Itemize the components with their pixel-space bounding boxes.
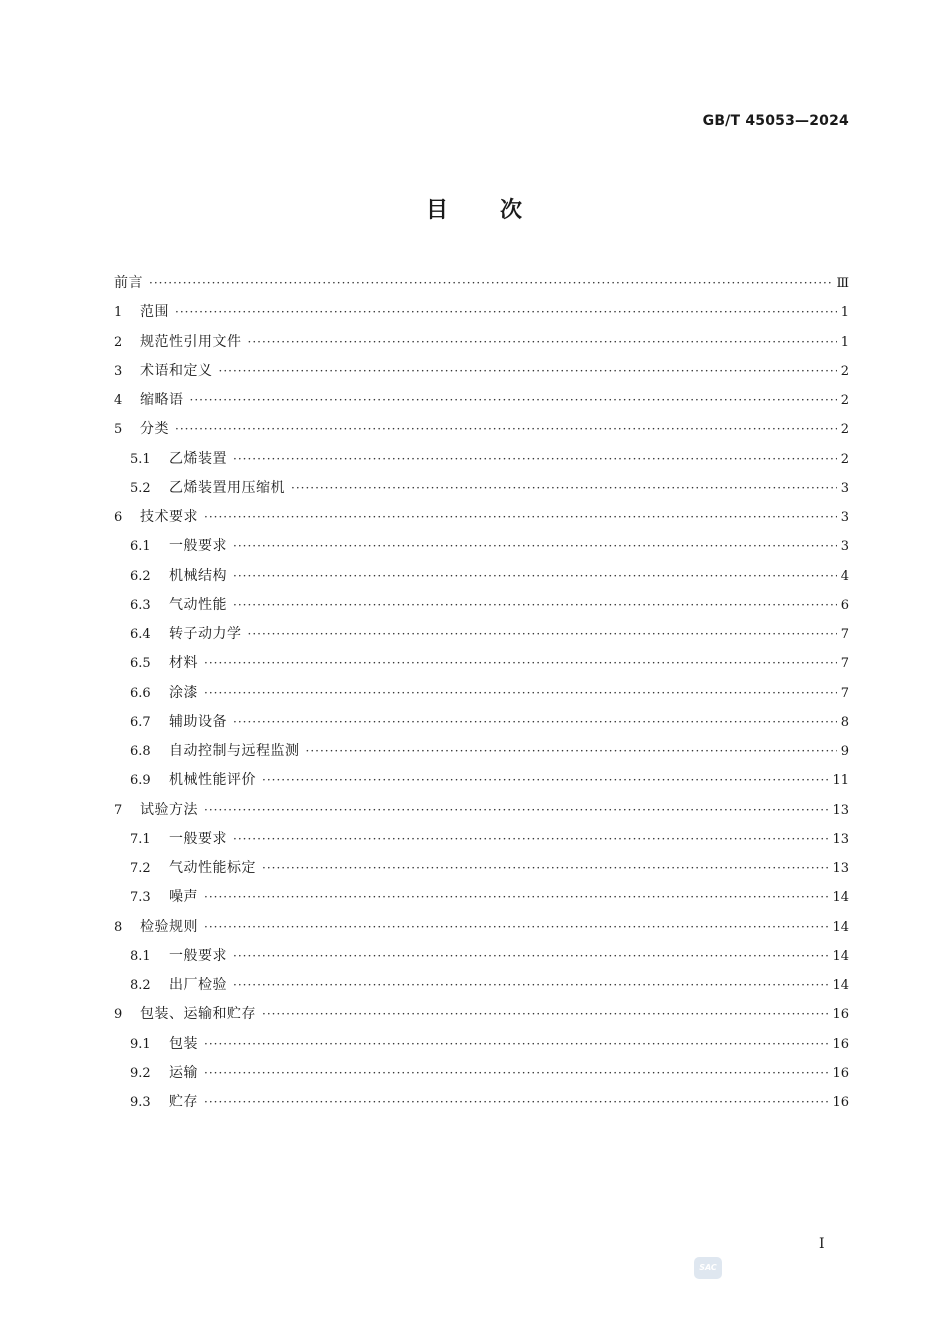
toc-entry[interactable]	[114, 269, 849, 298]
toc-entry-page: 2	[840, 451, 849, 467]
toc-entry-number: 6	[114, 510, 123, 525]
toc-entry-label: 分类	[140, 421, 169, 438]
toc-entry-page: 3	[840, 480, 849, 496]
toc-leader-dots	[149, 269, 832, 298]
toc-entry-page: 3	[840, 539, 849, 555]
toc-entry-number: 8	[114, 919, 123, 935]
toc-entry-number: 6.8	[130, 744, 151, 759]
toc-entry-page: 11	[832, 773, 849, 789]
toc-leader-dots	[204, 913, 828, 942]
toc-entry-page: 14	[832, 890, 849, 906]
toc-entry-page: 2	[840, 393, 849, 408]
toc-entry-page: 9	[840, 744, 849, 759]
toc-entry[interactable]	[114, 971, 849, 1000]
toc-leader-dots	[233, 971, 828, 1000]
toc-entry-number: 9.3	[130, 1095, 151, 1110]
toc-entry-page: 14	[832, 978, 849, 993]
toc-entry-number: 9	[114, 1007, 123, 1023]
toc-entry-label: 噪声	[169, 889, 198, 906]
toc-leader-dots	[204, 1088, 828, 1117]
toc-entry-page: 6	[840, 597, 849, 613]
toc-entry-page: 1	[840, 334, 849, 350]
toc-entry-number: 9.1	[130, 1036, 151, 1052]
toc-entry[interactable]	[114, 620, 849, 649]
toc-entry-number: 9.2	[130, 1065, 151, 1081]
toc-entry[interactable]	[114, 766, 849, 795]
toc-entry[interactable]	[114, 562, 849, 591]
toc-leader-dots	[233, 562, 837, 591]
toc-entry-label: 自动控制与远程监测	[169, 743, 300, 759]
toc-entry[interactable]	[114, 796, 849, 825]
toc-entry[interactable]	[114, 649, 849, 678]
toc-leader-dots	[190, 386, 837, 415]
toc-entry-number: 6.7	[130, 714, 151, 730]
sac-logo: SAC	[694, 1257, 722, 1279]
toc-entry-number: 6.5	[130, 656, 151, 672]
toc-entry-label: 范围	[140, 304, 169, 321]
toc-entry-label: 一般要求	[169, 947, 227, 964]
toc-entry-number: 6.2	[130, 568, 151, 584]
toc-leader-dots	[248, 328, 837, 357]
toc-entry-label: 前言	[114, 275, 143, 291]
toc-leader-dots	[233, 532, 837, 561]
toc-leader-dots	[262, 766, 828, 795]
toc-entry[interactable]	[114, 883, 849, 912]
toc-entry-number: 7.3	[130, 890, 151, 906]
toc-entry-label: 转子动力学	[169, 626, 242, 642]
toc-entry-page: 7	[840, 656, 849, 672]
toc-entry-number: 6.6	[130, 685, 151, 701]
toc-leader-dots	[204, 679, 837, 708]
toc-entry-page: 7	[840, 627, 849, 642]
table-of-contents	[114, 269, 849, 1117]
toc-entry[interactable]	[114, 532, 849, 561]
toc-entry[interactable]	[114, 737, 849, 766]
title-part-1: 目	[425, 198, 450, 223]
toc-entry[interactable]	[114, 1088, 849, 1117]
toc-leader-dots	[219, 357, 837, 386]
toc-leader-dots	[233, 942, 828, 971]
toc-leader-dots	[204, 796, 828, 825]
toc-entry-label: 乙烯装置用压缩机	[169, 479, 285, 496]
toc-entry-label: 缩略语	[140, 392, 184, 408]
toc-entry-number: 7.1	[130, 831, 151, 847]
toc-leader-dots	[233, 708, 837, 737]
toc-entry[interactable]	[114, 1000, 849, 1029]
toc-entry[interactable]	[114, 503, 849, 532]
standard-code: GB/T 45053—2024	[702, 113, 849, 129]
toc-entry[interactable]	[114, 386, 849, 415]
toc-entry-label: 机械性能评价	[169, 772, 256, 789]
toc-entry[interactable]	[114, 357, 849, 386]
toc-entry[interactable]	[114, 415, 849, 444]
toc-entry-label: 检验规则	[140, 918, 198, 935]
toc-entry-number: 8.1	[130, 948, 151, 964]
toc-entry-page: 13	[832, 831, 849, 847]
toc-entry-number: 7	[114, 802, 123, 818]
toc-entry-page: 16	[832, 1036, 849, 1052]
toc-entry-number: 5.1	[130, 451, 151, 467]
toc-entry[interactable]	[114, 445, 849, 474]
toc-entry-number: 6.4	[130, 627, 151, 642]
toc-entry-label: 贮存	[169, 1094, 198, 1110]
toc-entry-label: 一般要求	[169, 830, 227, 847]
toc-entry-page: 13	[832, 802, 849, 818]
toc-entry-page: 7	[840, 685, 849, 701]
toc-entry-label: 术语和定义	[140, 362, 213, 379]
title-part-2: 次	[500, 198, 525, 223]
toc-entry[interactable]	[114, 679, 849, 708]
toc-entry[interactable]	[114, 942, 849, 971]
toc-entry-number: 4	[114, 393, 123, 408]
toc-entry-label: 包装	[169, 1035, 198, 1052]
toc-entry[interactable]	[114, 708, 849, 737]
toc-entry-label: 气动性能	[169, 596, 227, 613]
toc-entry-page: 2	[840, 363, 849, 379]
toc-leader-dots	[233, 825, 828, 854]
toc-leader-dots	[262, 1000, 828, 1029]
toc-entry-page: 8	[840, 714, 849, 730]
toc-entry-page: 14	[832, 919, 849, 935]
toc-entry-label: 试验方法	[140, 801, 198, 818]
toc-entry-number: 5.2	[130, 480, 151, 496]
toc-entry-page: 16	[832, 1007, 849, 1023]
toc-leader-dots	[175, 298, 837, 327]
toc-leader-dots	[306, 737, 837, 766]
toc-entry-number: 7.2	[130, 861, 151, 876]
toc-leader-dots	[291, 474, 837, 503]
toc-leader-dots	[262, 854, 828, 883]
toc-entry-label: 气动性能标定	[169, 860, 256, 876]
toc-entry-page: Ⅲ	[836, 276, 849, 291]
toc-entry-label: 规范性引用文件	[140, 333, 242, 350]
toc-entry[interactable]	[114, 825, 849, 854]
toc-entry-number: 6.9	[130, 773, 151, 789]
toc-entry-label: 辅助设备	[169, 713, 227, 730]
toc-entry-page: 2	[840, 422, 849, 438]
toc-entry[interactable]	[114, 913, 849, 942]
toc-entry[interactable]	[114, 854, 849, 883]
page-title	[0, 193, 950, 224]
toc-entry-label: 材料	[169, 655, 198, 672]
toc-entry-label: 一般要求	[169, 538, 227, 555]
toc-leader-dots	[233, 591, 837, 620]
toc-entry-page: 4	[840, 568, 849, 584]
footer-page-number: I	[819, 1236, 825, 1252]
toc-entry[interactable]	[114, 1059, 849, 1088]
toc-leader-dots	[204, 883, 828, 912]
toc-leader-dots	[248, 620, 837, 649]
toc-entry-label: 乙烯装置	[169, 450, 227, 467]
toc-entry-number: 2	[114, 334, 123, 350]
toc-entry-number: 8.2	[130, 978, 151, 993]
toc-leader-dots	[204, 503, 837, 532]
toc-entry-number: 1	[114, 305, 123, 321]
toc-entry-page: 14	[832, 948, 849, 964]
toc-entry-page: 16	[832, 1065, 849, 1081]
toc-entry-label: 技术要求	[140, 509, 198, 525]
toc-entry-page: 13	[832, 861, 849, 876]
toc-entry-number: 3	[114, 363, 123, 379]
toc-leader-dots	[233, 445, 837, 474]
toc-entry-label: 涂漆	[169, 684, 198, 701]
toc-leader-dots	[204, 1059, 828, 1088]
toc-entry[interactable]	[114, 591, 849, 620]
toc-entry-number: 6.1	[130, 539, 151, 555]
toc-entry-number: 5	[114, 422, 123, 438]
toc-entry-label: 包装、运输和贮存	[140, 1006, 256, 1023]
toc-entry[interactable]	[114, 298, 849, 327]
toc-leader-dots	[204, 649, 837, 678]
toc-entry-label: 出厂检验	[169, 977, 227, 993]
toc-entry[interactable]	[114, 1030, 849, 1059]
toc-entry[interactable]	[114, 474, 849, 503]
toc-entry-page: 3	[840, 510, 849, 525]
toc-entry[interactable]	[114, 328, 849, 357]
toc-entry-label: 运输	[169, 1064, 198, 1081]
toc-entry-number: 6.3	[130, 597, 151, 613]
toc-leader-dots	[175, 415, 837, 444]
toc-entry-page: 16	[832, 1095, 849, 1110]
toc-entry-label: 机械结构	[169, 567, 227, 584]
toc-leader-dots	[204, 1030, 828, 1059]
toc-entry-page: 1	[840, 305, 849, 321]
